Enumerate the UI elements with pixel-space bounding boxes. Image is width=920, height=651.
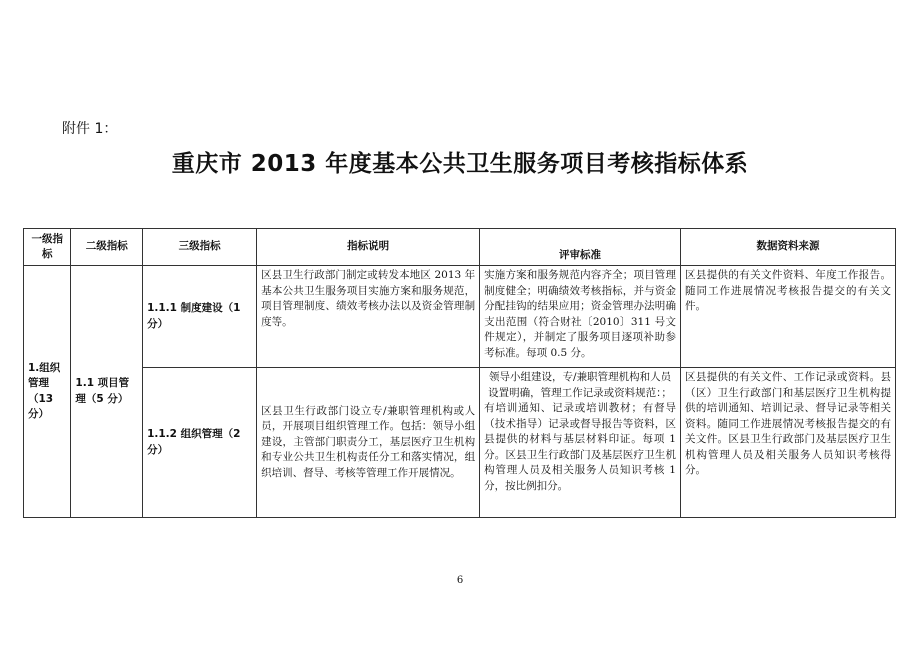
source-cell: 区县提供的有关文件资料、年度工作报告。随同工作进展情况考核报告提交的有关文件。 <box>680 266 895 368</box>
description-cell: 区县卫生行政部门制定或转发本地区 2013 年基本公共卫生服务项目实施方案和服务规范，项目管理制度、绩效考核办法以及资金管理制度等。 <box>257 266 480 368</box>
level3-cell: 1.1.2 组织管理（2 分） <box>143 368 257 518</box>
attachment-label: 附件 1： <box>62 121 118 137</box>
criteria-cell <box>480 368 681 518</box>
header-criteria: 评审标准 <box>480 229 681 266</box>
page-title: 重庆市 2013 年度基本公共卫生服务项目考核指标体系 <box>171 151 749 177</box>
table-header-row <box>24 229 896 266</box>
criteria-cell: 实施方案和服务规范内容齐全；项目管理制度健全；明确绩效考核指标，并与资金分配挂钩的结果应用；资金管理办法明确支出范围（符合财社〔2010〕311 号文件规定），并制定了服务项目逐项补助参考标准。每项 0.5 分。 <box>480 266 681 368</box>
indicator-table <box>23 228 896 518</box>
header-level3: 三级指标 <box>143 229 257 266</box>
level3-cell: 1.1.1 制度建设（1 分） <box>143 266 257 368</box>
header-source: 数据资料来源 <box>680 229 895 266</box>
criteria-body: 有培训通知、记录或培训教材；有督导（技术指导）记录或督导报告等资料，区县提供的材料与基层材料印证。每项 1 分。区县卫生行政部门及基层医疗卫生机构管理人员及相关服务人员知识考核 1 分，按比例扣分。 <box>484 402 676 492</box>
table-row <box>24 368 896 518</box>
criteria-head: 领导小组建设，专/兼职管理机构和人员设置明确，管理工作记录或资料规范：； <box>488 371 672 399</box>
description-cell: 区县卫生行政部门设立专/兼职管理机构或人员，开展项目组织管理工作。包括：领导小组建设，主管部门职责分工，基层医疗卫生机构和专业公共卫生机构责任分工和落实情况，组织培训、督导、考核等管理工作开展情况。 <box>257 368 480 518</box>
page-number: 6 <box>456 575 464 586</box>
table-row <box>24 266 896 368</box>
level1-cell: 1.组织管理（13 分） <box>24 266 71 518</box>
header-level1: 一级指标 <box>24 229 71 266</box>
source-cell: 区县提供的有关文件、工作记录或资料。县（区）卫生行政部门和基层医疗卫生机构提供的培训通知、培训记录、督导记录等相关资料。随同工作进展情况考核报告提交的有关文件。区县卫生行政部门及基层医疗卫生机构管理人员及相关服务人员知识考核得分。 <box>680 368 895 518</box>
header-level2: 二级指标 <box>71 229 143 266</box>
header-description: 指标说明 <box>257 229 480 266</box>
level2-cell: 1.1 项目管理（5 分） <box>71 266 143 518</box>
